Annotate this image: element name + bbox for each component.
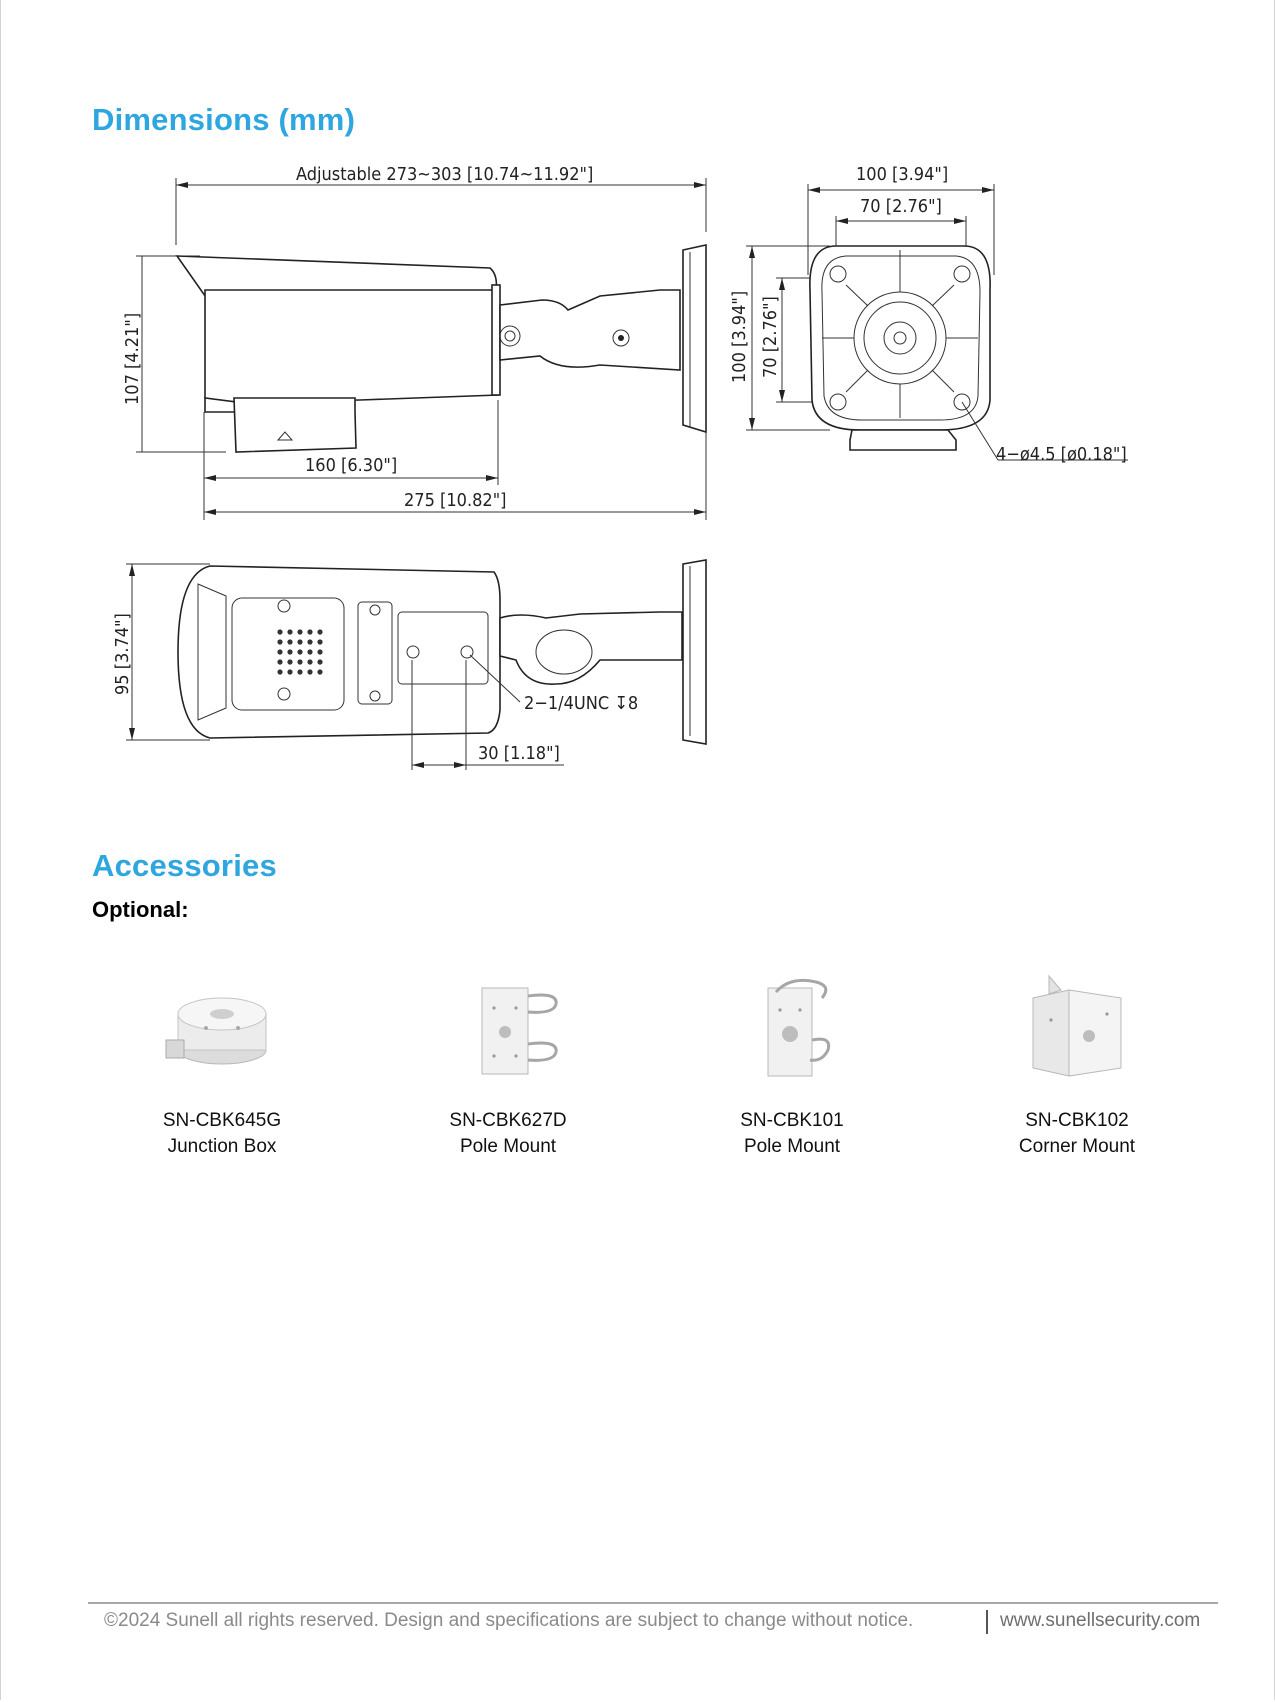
footer-copyright: ©2024 Sunell all rights reserved. Design and specifications are subject to change without notice. xyxy=(104,1610,914,1631)
side-view-drawing xyxy=(136,178,706,520)
accessory-item xyxy=(672,970,912,1160)
accessory-model: SN-CBK645G xyxy=(162,1110,282,1131)
dim-length-total: 275 [10.82"] xyxy=(404,490,507,511)
base-view-drawing xyxy=(746,184,1128,460)
dimensions-title: Dimensions (mm) xyxy=(92,102,356,137)
optional-label: Optional: xyxy=(92,897,189,922)
dim-base-width: 100 [3.94"] xyxy=(856,164,949,185)
footer-separator xyxy=(986,1610,988,1634)
dim-adjustable: Adjustable 273~303 [10.74~11.92"] xyxy=(296,164,594,185)
accessory-item xyxy=(957,970,1197,1160)
accessory-model: SN-CBK101 xyxy=(740,1110,844,1131)
accessory-type: Pole Mount xyxy=(743,1136,841,1157)
accessory-item xyxy=(388,970,628,1160)
dim-base-height: 100 [3.94"] xyxy=(729,290,750,383)
dim-height-side: 107 [4.21"] xyxy=(122,312,143,405)
dim-bottom-height: 95 [3.74"] xyxy=(112,613,133,695)
bottom-view-drawing xyxy=(126,560,706,770)
dim-length-body: 160 [6.30"] xyxy=(305,455,398,476)
accessory-model: SN-CBK102 xyxy=(1025,1110,1129,1131)
pole-mount-image xyxy=(672,970,912,1090)
dim-thread: 2−1/4UNC ↧8 xyxy=(524,693,639,714)
junction-box-image xyxy=(102,970,342,1090)
accessory-model: SN-CBK627D xyxy=(449,1110,567,1131)
dim-base-inner-width: 70 [2.76"] xyxy=(860,196,942,217)
accessory-item xyxy=(102,970,342,1160)
pole-mount-image xyxy=(388,970,628,1090)
dim-hole-spacing: 30 [1.18"] xyxy=(478,743,560,764)
accessories-title: Accessories xyxy=(92,848,277,883)
dim-mount-holes: 4−ø4.5 [ø0.18"] xyxy=(996,444,1127,465)
footer-rule xyxy=(88,1602,1218,1604)
accessory-type: Pole Mount xyxy=(459,1136,557,1157)
corner-mount-image xyxy=(957,970,1197,1090)
accessory-type: Junction Box xyxy=(167,1136,277,1157)
accessory-type: Corner Mount xyxy=(1018,1136,1136,1157)
dim-base-inner-height: 70 [2.76"] xyxy=(760,296,781,378)
dimension-drawings xyxy=(0,0,1275,800)
footer-website-link[interactable]: www.sunellsecurity.com xyxy=(1000,1610,1201,1631)
